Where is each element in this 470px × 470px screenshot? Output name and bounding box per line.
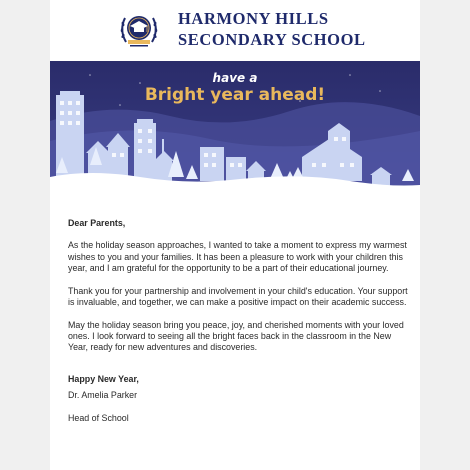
signer-title: Head of School <box>68 412 129 423</box>
holiday-banner <box>50 61 420 201</box>
banner-headline: Bright year ahead! <box>144 85 326 105</box>
school-crest-logo <box>116 6 162 52</box>
letter-sheet <box>50 0 420 470</box>
banner-line1: have a <box>212 71 258 85</box>
greeting: Dear Parents, <box>68 218 126 228</box>
paragraph-2: Thank you for your partnership and involvement in your child's education. Your support is invaluable, and together, we can make a positive impact on their academic success. <box>68 285 408 307</box>
letterhead <box>50 0 420 60</box>
closing: Happy New Year, <box>68 373 139 384</box>
signer-name: Dr. Amelia Parker <box>68 389 138 400</box>
letter-body <box>68 218 410 436</box>
school-name-line2: SECONDARY SCHOOL <box>178 30 366 49</box>
school-name-line1: HARMONY HILLS <box>178 9 329 28</box>
school-name <box>178 8 366 50</box>
paragraph-3: May the holiday season bring you peace, joy, and cherished moments with your loved ones. I look forward to seeing all the bright faces back in the classroom in the New Year, ready for new adventures and discoveries. <box>68 319 404 353</box>
paragraph-1: As the holiday season approaches, I wanted to take a moment to express my warmest wishes to you and your families. It has been a pleasure to work with your children this year, and I am grateful for the opportunity to be a part of their educational journey. <box>68 240 407 273</box>
